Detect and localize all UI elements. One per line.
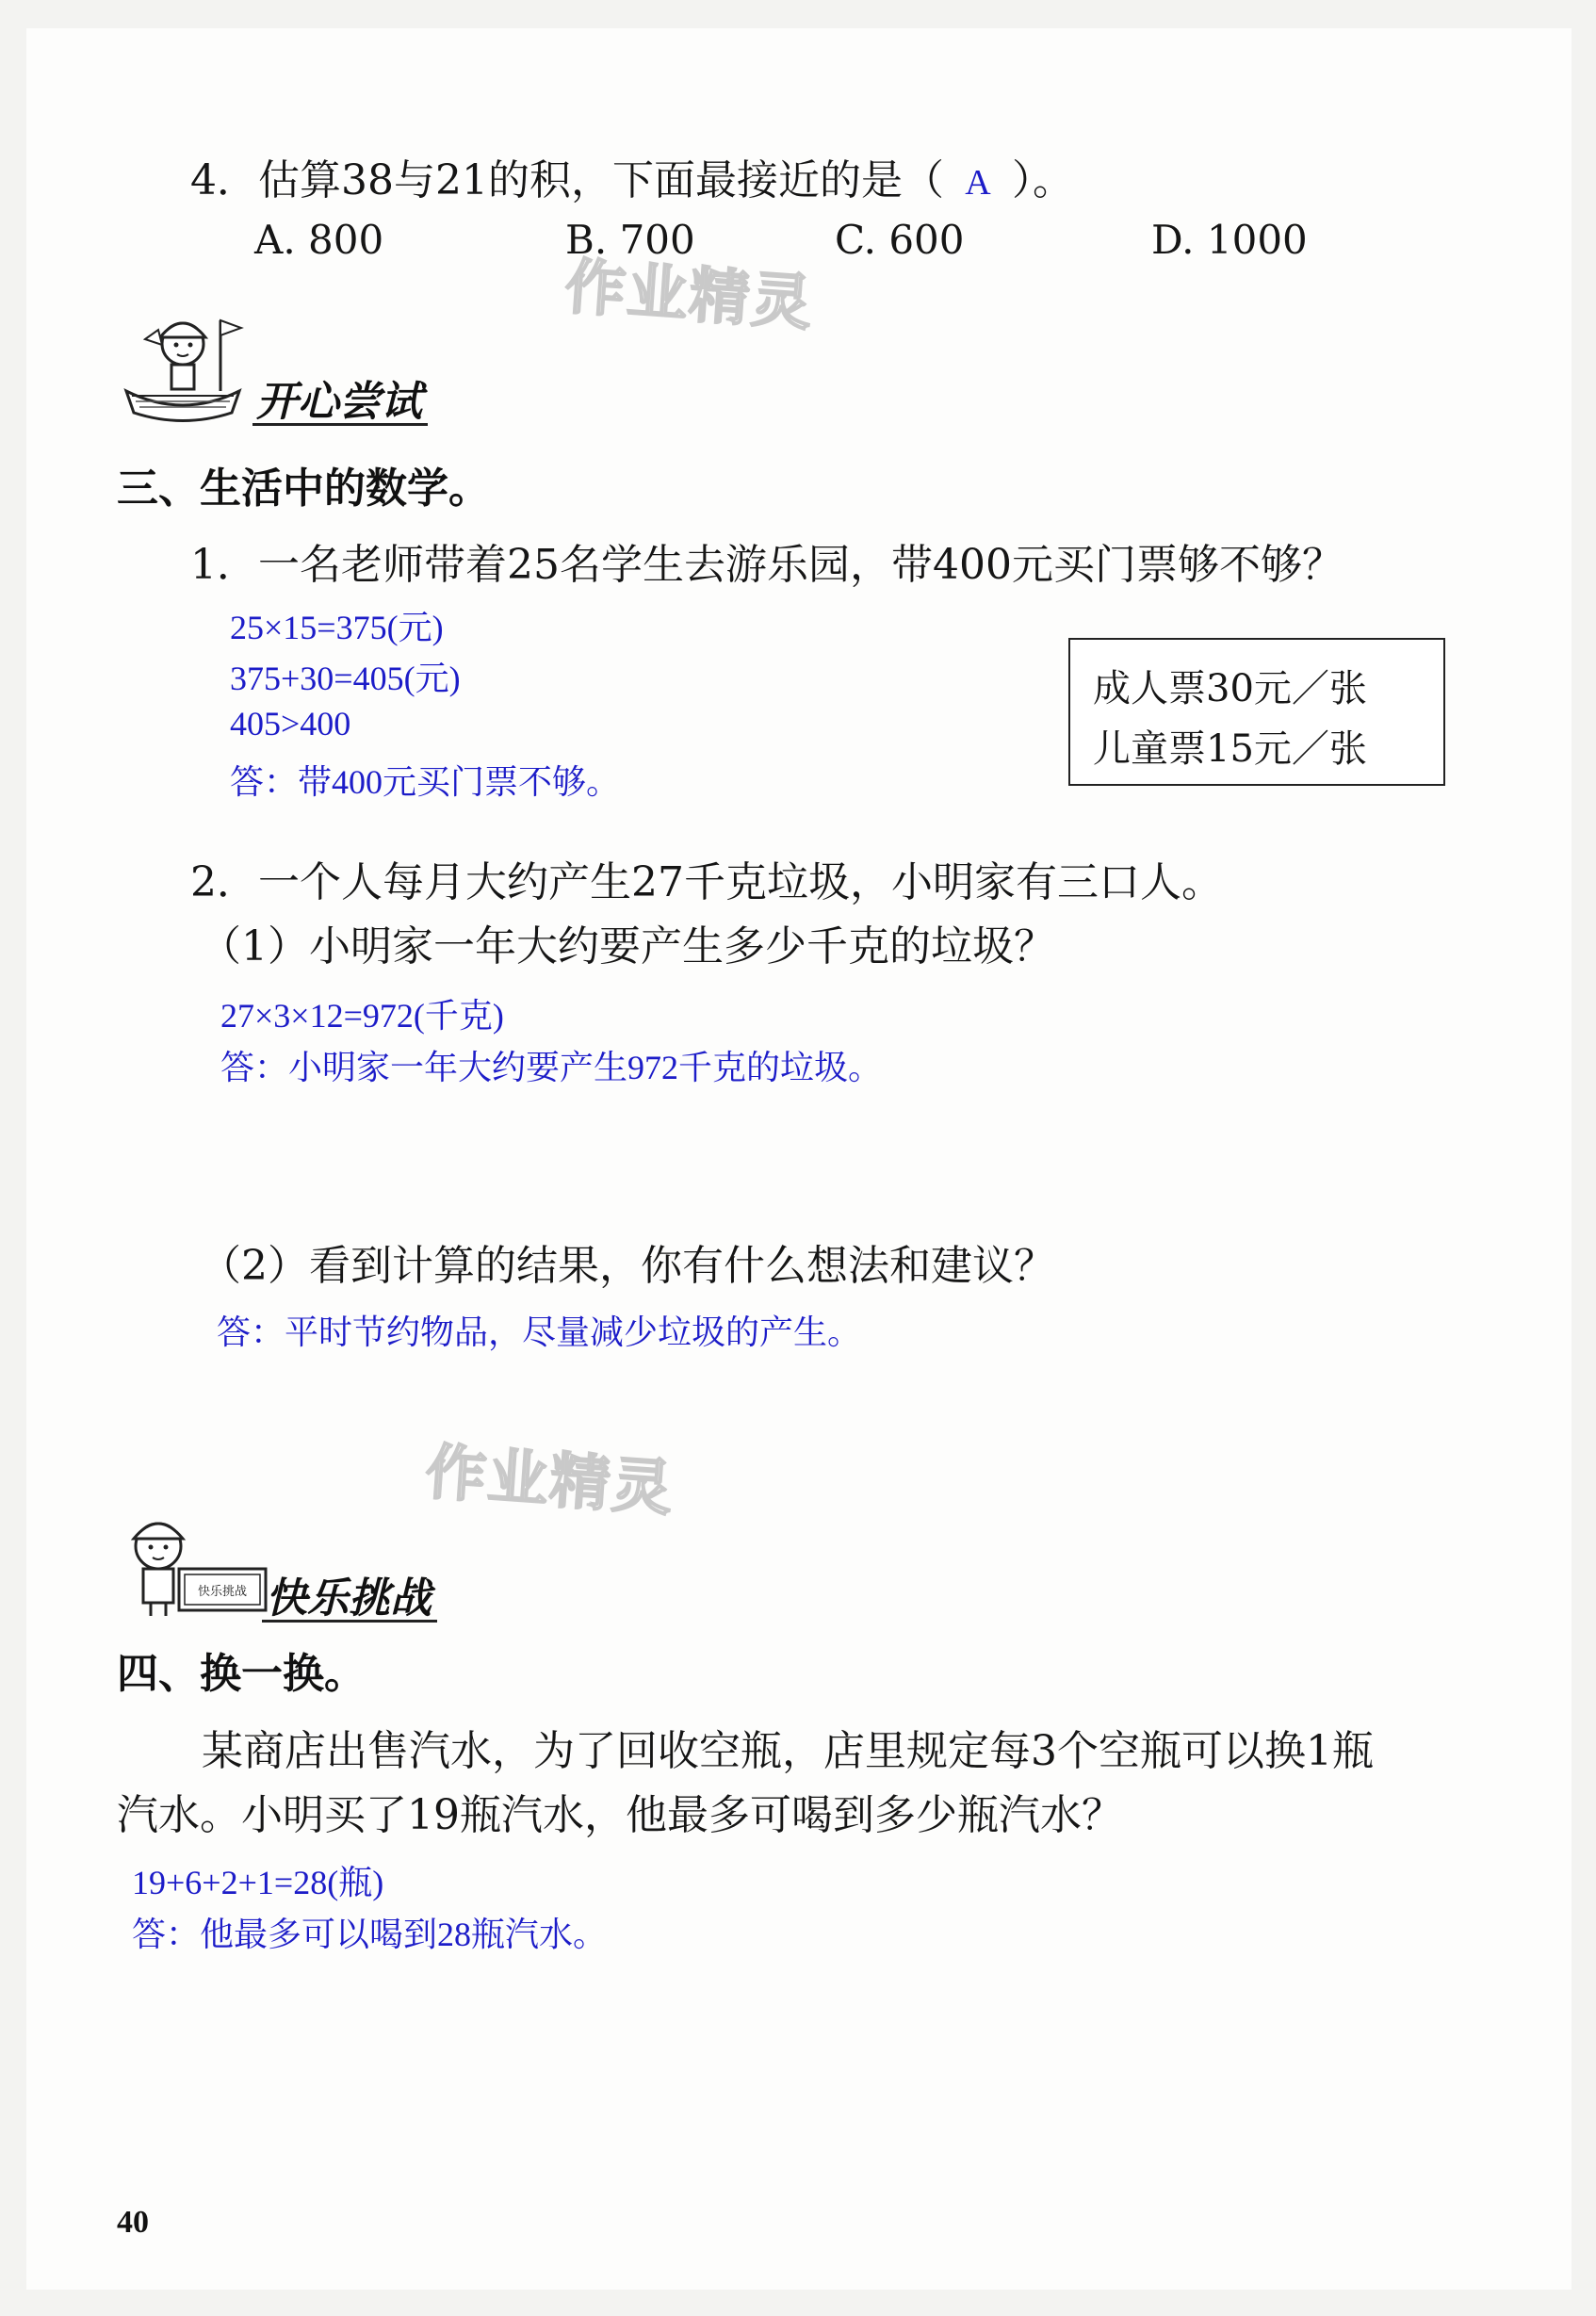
p1-question: 1．一名老师带着25名学生去游乐园，带400元买门票够不够？ (190, 541, 1344, 589)
boat-mascot-icon (117, 302, 249, 424)
q4-option-b: B. 700 (565, 217, 695, 263)
p2-sub2-answer: 答：平时节约物品，尽量减少垃圾的产生。 (217, 1313, 862, 1351)
p4-question-line-2: 汽水。小明买了19瓶汽水，他最多可喝到多少瓶汽水？ (117, 1791, 1123, 1839)
p4-question-line-1: 某商店出售汽水，为了回收空瓶，店里规定每3个空瓶可以换1瓶 (202, 1727, 1374, 1775)
p2-question: 2．一个人每月大约产生27千克垃圾，小明家有三口人。 (190, 858, 1223, 906)
q4-option-a: A. 800 (254, 217, 384, 263)
q4-option-d: D. 1000 (1151, 217, 1308, 263)
p2-sub1-question: （1）小明家一年大约要产生多少千克的垃圾？ (200, 922, 1055, 970)
p1-work-line-2: 375+30=405(元) (230, 660, 461, 697)
q4-answer: A (965, 163, 991, 203)
ticket-child-price: 儿童票15元／张 (1093, 727, 1367, 771)
page-number: 40 (117, 2205, 149, 2240)
p4-work: 19+6+2+1=28(瓶) (132, 1864, 384, 1901)
section-4-title: 四、换一换。 (117, 1650, 366, 1698)
q4-prompt-after: ）。 (1011, 156, 1074, 204)
q4-option-c: C. 600 (835, 217, 965, 263)
q4-prompt-before: 4．估算38与21的积，下面最接近的是（ (190, 156, 944, 204)
banner-try-title: 开心尝试 (256, 367, 422, 428)
mascot-sign-text: 快乐挑战 (197, 1585, 248, 1599)
p2-sub2-question: （2）看到计算的结果，你有什么想法和建议？ (200, 1242, 1055, 1290)
p1-answer: 答：带400元买门票不够。 (230, 763, 621, 801)
p2-sub1-answer: 答：小明家一年大约要产生972千克的垃圾。 (220, 1049, 883, 1086)
watermark: 作业精灵 (423, 1437, 676, 1525)
p2-sub1-work: 27×3×12=972(千克) (220, 997, 504, 1035)
q4-prompt (190, 146, 1074, 206)
p1-work-line-1: 25×15=375(元) (230, 609, 444, 646)
ticket-price-box (1068, 638, 1445, 786)
p4-answer: 答：他最多可以喝到28瓶汽水。 (132, 1916, 608, 1953)
section-3-title: 三、生活中的数学。 (117, 465, 490, 513)
ticket-adult-price: 成人票30元／张 (1093, 667, 1367, 710)
challenge-mascot-icon (113, 1503, 273, 1621)
p1-work-line-3: 405>400 (230, 705, 351, 742)
watermark: 作业精灵 (562, 252, 816, 340)
banner-challenge-title: 快乐挑战 (266, 1564, 432, 1624)
